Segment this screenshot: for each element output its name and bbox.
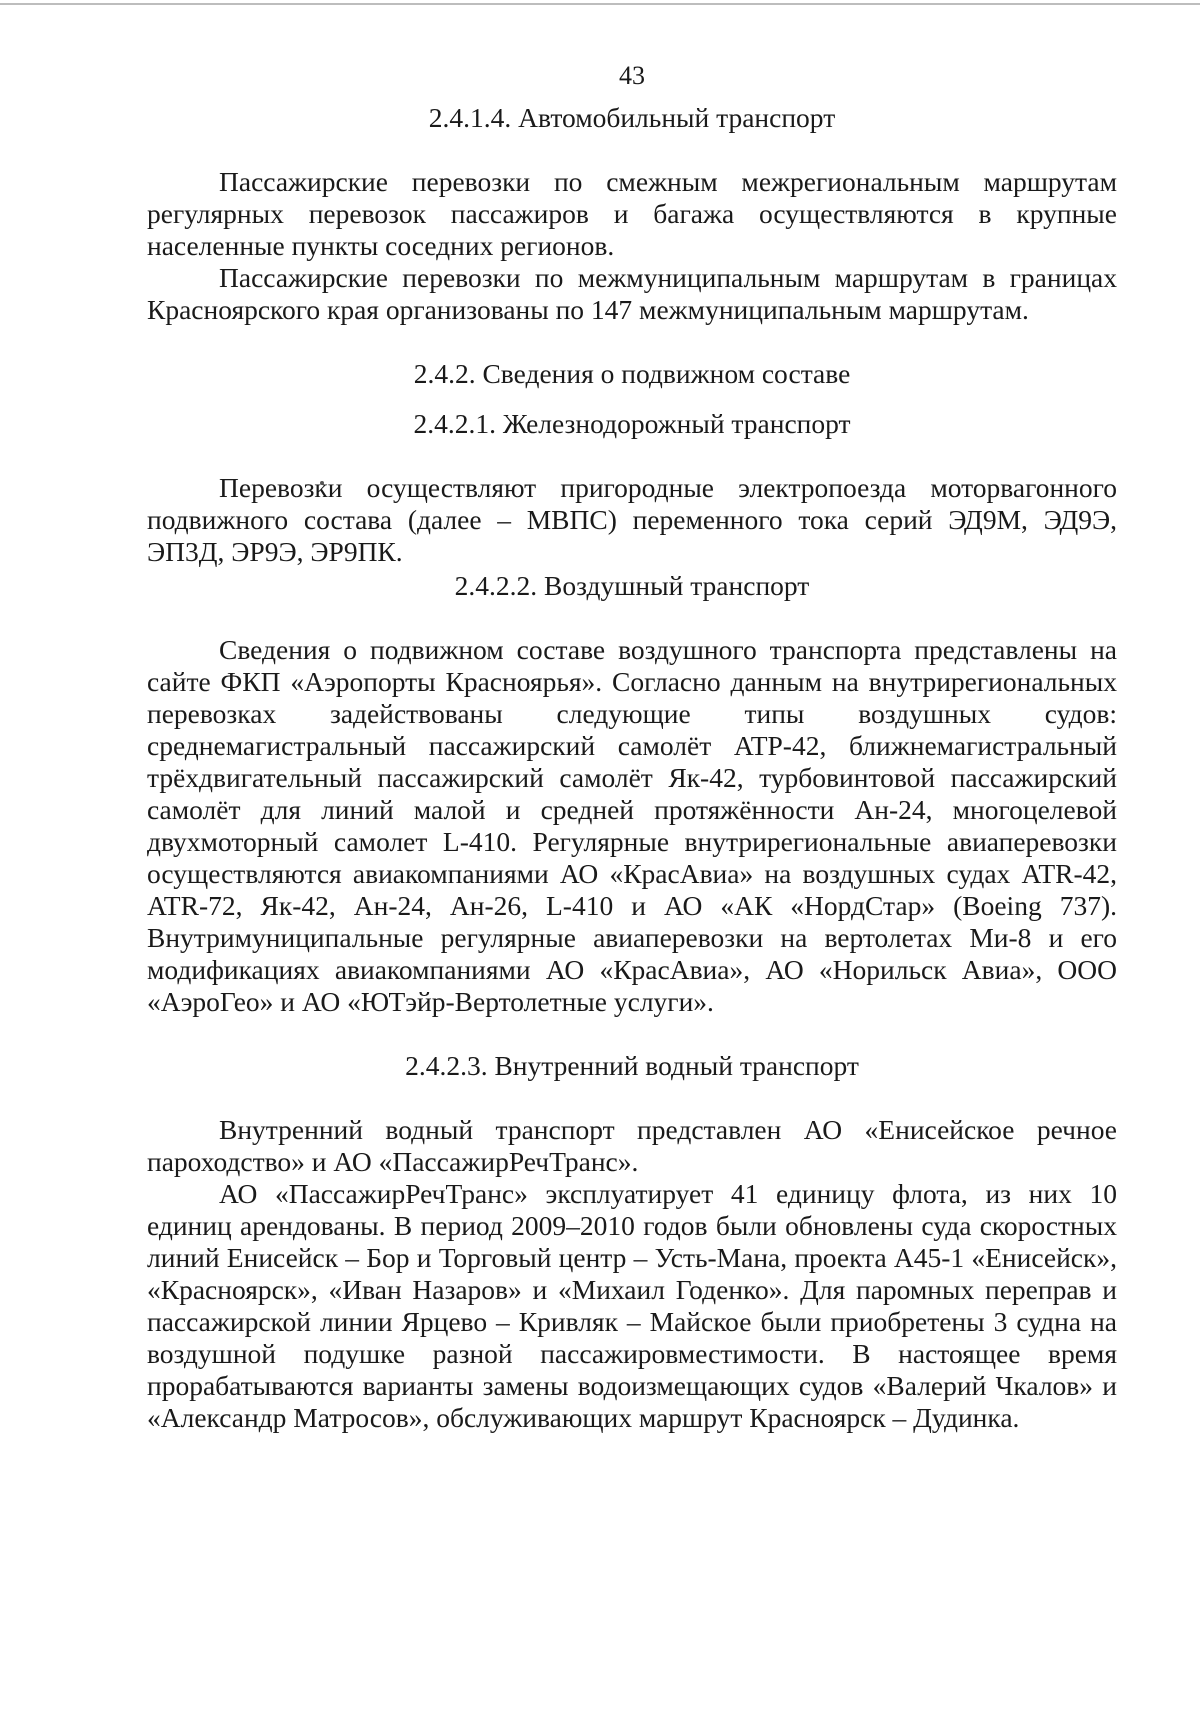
section-heading-water-transport: 2.4.2.3. Внутренний водный транспорт — [405, 1050, 859, 1081]
paragraph-interregional-routes: Пассажирские перевозки по смежным межрегиональным маршрутам регулярных перевозок пассажиров и багажа осуществляются в крупные населенные пункты соседних регионов. — [147, 166, 1117, 261]
document-page — [147, 60, 1117, 1434]
page-top-edge — [0, 3, 1200, 5]
section-heading-air-transport: 2.4.2.2. Воздушный транспорт — [454, 570, 810, 601]
section-heading-railway: 2.4.2.1. Железнодорожный транспорт — [413, 408, 851, 439]
section-heading-rolling-stock: 2.4.2. Сведения о подвижном составе — [413, 358, 851, 389]
page-number: 43 — [619, 61, 645, 90]
paragraph-water-transport-fleet: АО «ПассажирРечТранс» эксплуатирует 41 единицу флота, из них 10 единиц арендованы. В период 2009–2010 годов были обновлены суда скоростных линий Енисейск – Бор и Торговый центр – Усть-Мана, проекта А45-1 «Енисейск», «Красноярск», «Иван Назаров» и «Михаил Годенко». Для паромных переправ и пассажирской линии Ярцево – Кривляк – Майское были приобретены 3 судна на воздушной подушке разной пассажировместимости. В настоящее время прорабатываются варианты замены водоизмещающих судов «Валерий Чкалов» и «Александр Матросов», обслуживающих маршрут Красноярск – Дудинка. — [147, 1178, 1117, 1433]
paragraph-railway: Перевозки осуществляют пригородные электропоезда моторвагонного подвижного состава (далее – МВПС) переменного тока серий ЭД9М, ЭД9Э, ЭП3Д, ЭР9Э, ЭР9ПК. — [147, 472, 1117, 567]
section-heading-road-transport: 2.4.1.4. Автомобильный транспорт — [428, 102, 836, 133]
paragraph-intermunicipal-routes: Пассажирские перевозки по межмуниципальным маршрутам в границах Красноярского края организованы по 147 межмуниципальным маршрутам. — [147, 262, 1117, 325]
paragraph-water-transport-operators: Внутренний водный транспорт представлен АО «Енисейское речное пароходство» и АО «ПассажирРечТранс». — [147, 1114, 1117, 1177]
paragraph-air-transport: Сведения о подвижном составе воздушного транспорта представлены на сайте ФКП «Аэропорты Красноярья». Согласно данным на внутрирегиональных перевозках задействованы следующие типы воздушных судов: среднемагистральный пассажирский самолёт ATP-42, ближнемагистральный трёхдвигательный пассажирский самолёт Як-42, турбовинтовой пассажирский самолёт для линий малой и средней протяжённости Ан-24, многоцелевой двухмоторный самолет L-410. Регулярные внутрирегиональные авиаперевозки осуществляются авиакомпаниями АО «КрасАвиа» на воздушных судах ATR-42, ATR-72, Як-42, Ан-24, Ан-26, L-410 и АО «АК «НордСтар» (Boeing 737). Внутримуниципальные регулярные авиаперевозки на вертолетах Ми-8 и его модификациях авиакомпаниями АО «КрасАвиа», АО «Норильск Авиа», ООО «АэроГео» и АО «ЮТэйр-Вертолетные услуги». — [147, 634, 1117, 1017]
